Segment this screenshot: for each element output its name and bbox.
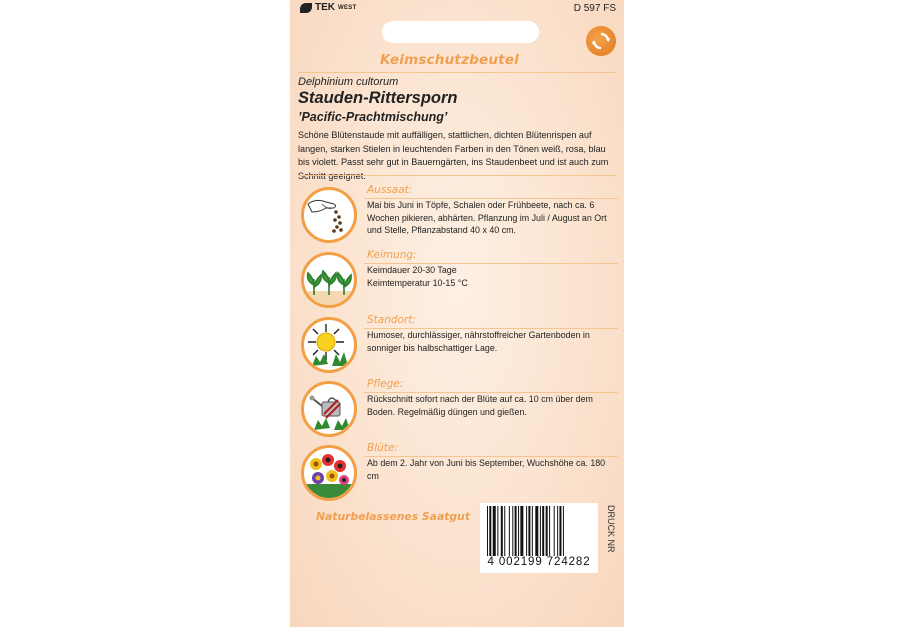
- barcode: [480, 503, 598, 573]
- barcode-bar: [512, 506, 513, 556]
- barcode-bars: [487, 506, 591, 556]
- latin-name: Delphinium cultorum: [298, 76, 399, 88]
- watering-can-icon: [301, 381, 357, 437]
- brand-logo: [300, 2, 357, 13]
- leaf-logo-icon: [300, 3, 312, 13]
- barcode-bar: [535, 506, 538, 556]
- section-title: Standort:: [367, 314, 416, 326]
- seed-packet-back: [290, 0, 624, 627]
- barcode-bar: [497, 506, 498, 556]
- category-title: Keimschutzbeutel: [380, 52, 520, 68]
- barcode-bar: [532, 506, 533, 556]
- barcode-bar: [489, 506, 491, 556]
- flowers-icon: [301, 445, 357, 501]
- barcode-bar: [501, 506, 503, 556]
- section-title: Pflege:: [367, 378, 404, 390]
- barcode-bar: [554, 506, 555, 556]
- barcode-bar: [563, 506, 564, 556]
- barcode-bar: [487, 506, 488, 556]
- barcode-bar: [526, 506, 527, 556]
- barcode-bar: [540, 506, 541, 556]
- section-text: Keimdauer 20-30 Tage Keimtemperatur 10-15 °C: [367, 265, 468, 288]
- section-keimung: [298, 248, 618, 308]
- section-title: Aussaat:: [367, 184, 413, 196]
- recycle-icon: [586, 26, 616, 56]
- divider: [298, 175, 616, 176]
- section-text: Humoser, durchlässiger, nährstoffreicher Gartenboden in sonniger bis halbschattiger Lage.: [367, 330, 590, 353]
- barcode-number: 4 002199 724282: [487, 556, 591, 568]
- divider: [298, 72, 616, 73]
- barcode-bar: [549, 506, 550, 556]
- barcode-bar: [520, 506, 523, 556]
- barcode-bar: [557, 506, 558, 556]
- section-bluete: [298, 441, 618, 501]
- barcode-bar: [542, 506, 544, 556]
- section-text: Mai bis Juni in Töpfe, Schalen oder Frühbeete, nach ca. 6 Wochen pikieren, abhärten. Pflanzung im Juli / August an Ort und Stelle, Pflanzabstand 40 x 40 cm.: [367, 200, 607, 235]
- plant-name: Stauden-Rittersporn: [298, 89, 458, 107]
- barcode-bar: [515, 506, 517, 556]
- section-text: Rückschnitt sofort nach der Blüte auf ca. 10 cm über dem Boden. Regelmäßig düngen und gießen.: [367, 394, 593, 417]
- section-aussaat: [298, 183, 618, 243]
- sun-icon: [301, 317, 357, 373]
- barcode-bar: [509, 506, 510, 556]
- barcode-bar: [518, 506, 519, 556]
- sowing-hand-icon: [301, 187, 357, 243]
- section-title: Blüte:: [367, 442, 398, 454]
- article-code: D 597 FS: [573, 3, 616, 14]
- barcode-bar: [559, 506, 561, 556]
- brand-suffix: WEST: [338, 4, 357, 11]
- barcode-bar: [504, 506, 505, 556]
- section-standort: [298, 313, 618, 373]
- section-pflege: [298, 377, 618, 437]
- tagline: Naturbelassenes Saatgut: [316, 510, 470, 523]
- druck-label: DRUCK NR: [606, 505, 616, 553]
- barcode-bar: [493, 506, 496, 556]
- barcode-bar: [528, 506, 530, 556]
- barcode-bar: [546, 506, 548, 556]
- plant-description: Schöne Blütenstaude mit auffälligen, stattlichen, dichten Blütenrispen auf langen, starken Stielen in leuchtenden Farben in den Tönen weiß, rosa, blau bis violett. Passt sehr gut in Bauerngärten, ins Staudenbeet und ist auch zum: [298, 130, 609, 167]
- brand-name: TEK: [315, 2, 335, 13]
- section-title: Keimung:: [367, 249, 417, 261]
- section-text: Ab dem 2. Jahr von Juni bis September, Wuchshöhe ca. 180 cm: [367, 458, 606, 481]
- label-field: [382, 21, 539, 43]
- seedlings-icon: [301, 252, 357, 308]
- variety-name: ’Pacific-Prachtmischung’: [298, 110, 448, 124]
